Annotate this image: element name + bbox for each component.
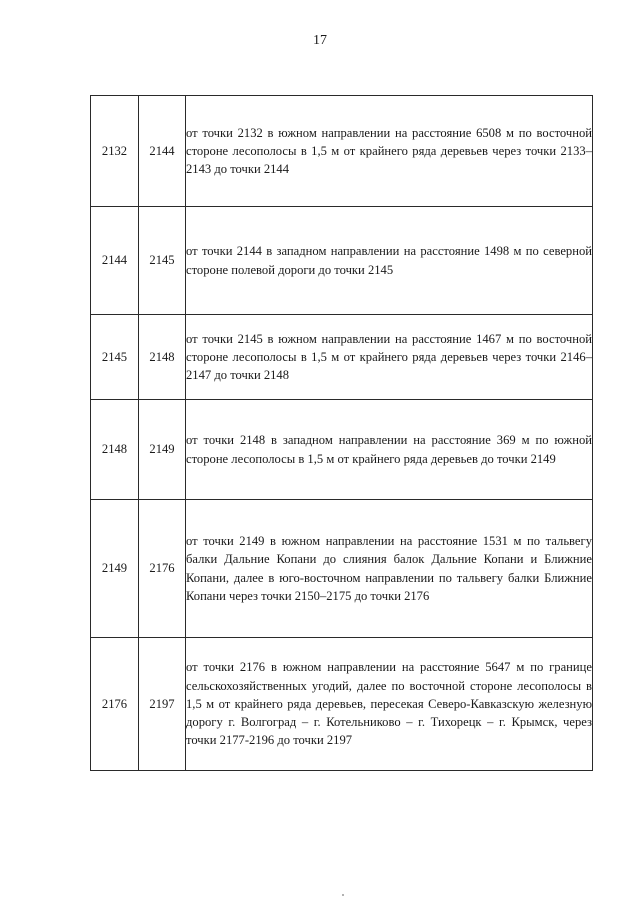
- description-cell: от точки 2149 в южном направлении на расстояние 1531 м по тальвегу балки Дальние Копани до слияния балок Дальние Копани и Ближние Копани, далее в юго-восточном направлении по тальвегу балки Ближние Копани через точки 2150–2175 до точки 2176: [186, 500, 593, 638]
- to-point-cell: 2149: [139, 400, 186, 500]
- description-cell: от точки 2148 в западном направлении на расстояние 369 м по южной стороне лесополосы в 1,5 м от крайнего ряда деревьев до точки 2149: [186, 400, 593, 500]
- table-row: [91, 207, 593, 315]
- from-point-cell: 2149: [91, 500, 139, 638]
- table-row: [91, 638, 593, 771]
- description-cell: от точки 2176 в южном направлении на расстояние 5647 м по границе сельскохозяйственных угодий, далее по восточной стороне лесополосы в 1,5 м от крайнего ряда деревьев, пересекая Северо-Кавказскую железную дорогу г. Волгоград – г. Котельниково – г. Тихорецк – г. Крымск, через точки 2177-2196 до точки 2197: [186, 638, 593, 771]
- from-point-cell: 2148: [91, 400, 139, 500]
- from-point-cell: 2132: [91, 96, 139, 207]
- scan-speck: [342, 894, 344, 896]
- to-point-cell: 2197: [139, 638, 186, 771]
- table-row: [91, 500, 593, 638]
- table-row: [91, 315, 593, 400]
- boundary-table: [90, 95, 593, 771]
- to-point-cell: 2176: [139, 500, 186, 638]
- to-point-cell: 2144: [139, 96, 186, 207]
- to-point-cell: 2148: [139, 315, 186, 400]
- from-point-cell: 2144: [91, 207, 139, 315]
- description-cell: от точки 2132 в южном направлении на расстояние 6508 м по восточной стороне лесополосы в 1,5 м от крайнего ряда деревьев через точки 2133–2143 до точки 2144: [186, 96, 593, 207]
- table-row: [91, 96, 593, 207]
- description-cell: от точки 2145 в южном направлении на расстояние 1467 м по восточной стороне лесополосы в 1,5 м от крайнего ряда деревьев через точки 2146–2147 до точки 2148: [186, 315, 593, 400]
- to-point-cell: 2145: [139, 207, 186, 315]
- table-row: [91, 400, 593, 500]
- description-cell: от точки 2144 в западном направлении на расстояние 1498 м по северной стороне полевой дороги до точки 2145: [186, 207, 593, 315]
- from-point-cell: 2145: [91, 315, 139, 400]
- from-point-cell: 2176: [91, 638, 139, 771]
- page-number: 17: [313, 33, 327, 48]
